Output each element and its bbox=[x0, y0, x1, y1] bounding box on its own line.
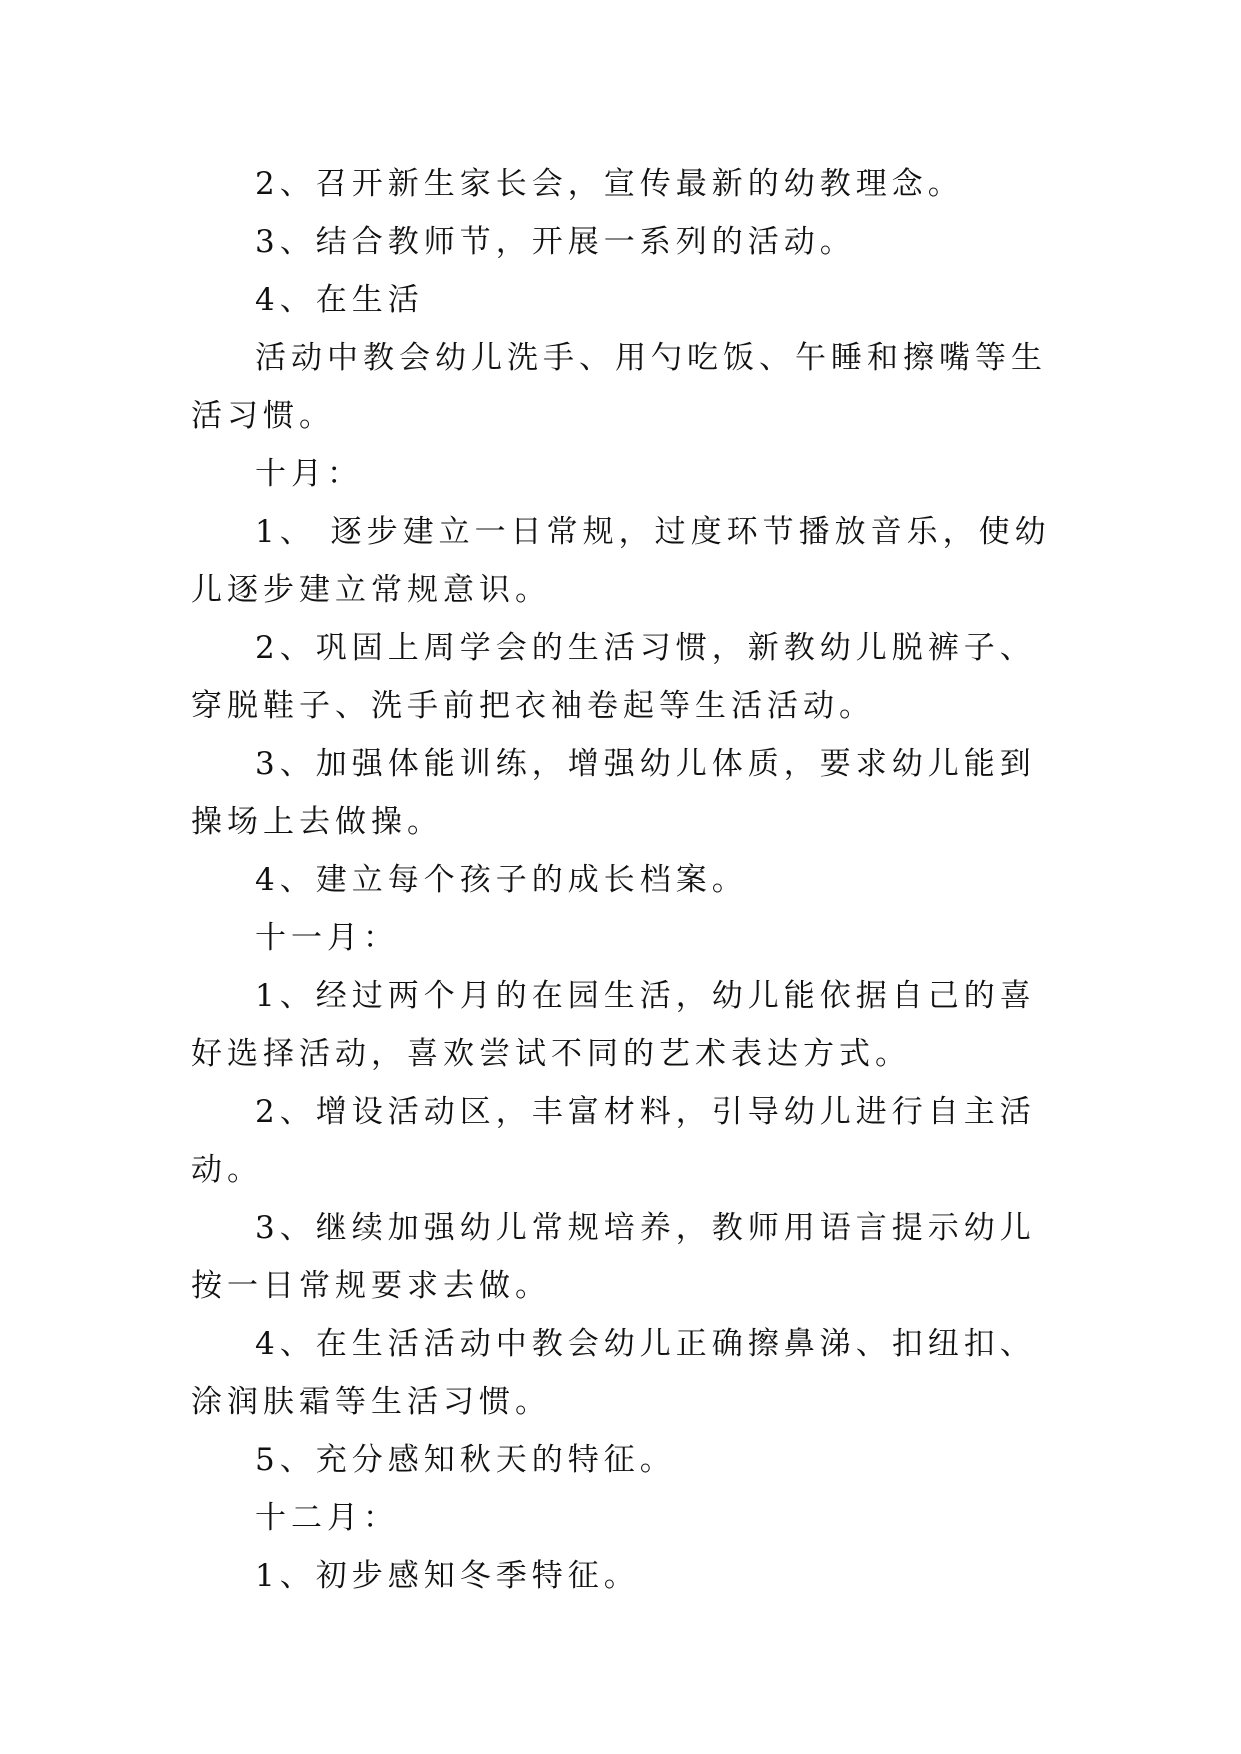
document-body bbox=[191, 155, 1051, 1605]
paragraph-oct-item-2: 2、巩固上周学会的生活习惯，新教幼儿脱裤子、穿脱鞋子、洗手前把衣袖卷起等生活活动。 bbox=[191, 630, 1036, 724]
paragraph-nov-item-3: 3、继续加强幼儿常规培养，教师用语言提示幼儿按一日常规要求去做。 bbox=[191, 1210, 1036, 1304]
heading-november: 十一月： bbox=[255, 920, 399, 956]
paragraph-nov-item-4: 4、在生活活动中教会幼儿正确擦鼻涕、扣纽扣、涂润肤霜等生活习惯。 bbox=[191, 1326, 1036, 1420]
paragraph-oct-item-4: 4、建立每个孩子的成长档案。 bbox=[255, 862, 748, 898]
paragraph-nov-item-1: 1、经过两个月的在园生活，幼儿能依据自己的喜好选择活动，喜欢尝试不同的艺术表达方式。 bbox=[191, 978, 1036, 1072]
paragraph-dec-item-1: 1、初步感知冬季特征。 bbox=[255, 1558, 640, 1594]
paragraph-nov-item-5: 5、充分感知秋天的特征。 bbox=[255, 1442, 676, 1478]
paragraph-nov-item-2: 2、增设活动区，丰富材料，引导幼儿进行自主活动。 bbox=[191, 1094, 1036, 1188]
paragraph-sept-item-3: 3、结合教师节，开展一系列的活动。 bbox=[255, 224, 856, 260]
heading-december: 十二月： bbox=[255, 1500, 399, 1536]
paragraph-oct-item-1: 1、 逐步建立一日常规，过度环节播放音乐，使幼儿逐步建立常规意识。 bbox=[191, 514, 1051, 608]
heading-october: 十月： bbox=[255, 456, 363, 492]
paragraph-oct-item-3: 3、加强体能训练，增强幼儿体质，要求幼儿能到操场上去做操。 bbox=[191, 746, 1036, 840]
paragraph-sept-item-4-continued: 活动中教会幼儿洗手、用勺吃饭、午睡和擦嘴等生活习惯。 bbox=[191, 340, 1047, 434]
paragraph-sept-item-2: 2、召开新生家长会，宣传最新的幼教理念。 bbox=[255, 166, 964, 202]
paragraph-sept-item-4: 4、在生活 bbox=[255, 282, 424, 318]
